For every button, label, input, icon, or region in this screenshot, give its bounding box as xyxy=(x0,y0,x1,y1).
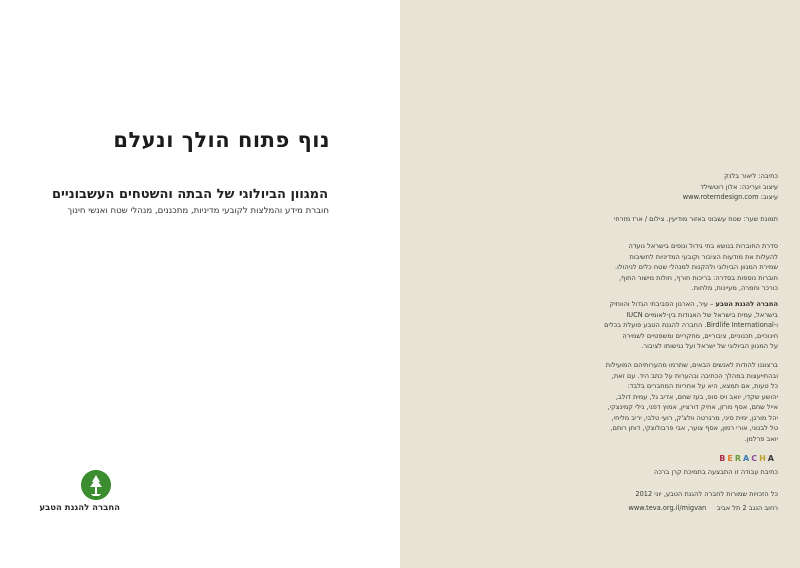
thanks-line: יואב פרלמן. xyxy=(744,434,778,443)
series-line: שמירת המגוון הביולוגי ולהקנות למנהלי שטח כלים לניהולו. xyxy=(614,263,778,271)
thanks-line: ברצוננו להודות לאנשים הבאים, שתרמו מהערותיהם המועילות xyxy=(605,361,778,369)
spni-line: על המגוון הביולוגי של ישראל ועל נגישותו לציבור. xyxy=(641,342,778,350)
right-page xyxy=(400,0,800,568)
credits-block xyxy=(438,171,778,203)
page-title: נוף פתוח הולך ונעלם xyxy=(113,128,330,152)
address-line xyxy=(438,503,778,514)
foundation-note: כתיבת עבודה זו התבצעה בתמיכת קרן ברכה xyxy=(654,468,778,476)
series-line: חוברות נוספות בסדרה: בריכות חורף, חולות מישור החוף, xyxy=(619,273,778,282)
berachah-letter: R xyxy=(734,454,744,463)
series-line: להעלות את מודעות הציבור וקובעי המדיניות לחשיבות xyxy=(629,252,778,261)
berachah-letter: A xyxy=(743,454,752,463)
page-description: חוברת מידע והמלצות לקובעי מדיניות, מתכננים, מנהלי שטח ואנשי חינוך xyxy=(67,206,329,216)
address-text: רחוב הנגב 2 תל אביב xyxy=(716,504,778,512)
cover-credit: תמונת שער: שטח עשבוני באזור מודיעין. צילום / ארז מזרחי xyxy=(613,215,778,223)
designer-credit xyxy=(438,192,778,203)
designer-url[interactable]: www.roterndesign.com xyxy=(682,193,759,201)
page-subtitle: המגוון הביולוגי של הבתה והשטחים העשבוניים xyxy=(52,187,328,202)
berachah-letter: H xyxy=(759,454,768,463)
thanks-line: ובהתייעצות במהלך הכתיבה ובהערות על כתב היד. עם זאת, xyxy=(611,371,778,380)
thanks-line: יהל מורגן, ימית סיני, מרגרטה וולצ'ק, רועי טלבי, יריב מליחי, xyxy=(611,413,778,422)
tree-icon xyxy=(81,470,111,500)
spni-name: החברה להגנת הטבע xyxy=(715,300,778,308)
berachah-letter: C xyxy=(751,454,760,463)
spni-line1-rest: – עיר, הארגון הסביבתי הגדול והוותיק xyxy=(609,300,714,308)
spni-line: ו-Birdlife International. החברה להגנת הטבע פועלת בכלים xyxy=(604,321,778,329)
berachah-logo xyxy=(719,454,776,463)
design-credit: עיצוב ועריכה: אלון רוטשילד xyxy=(700,182,778,191)
thanks-line: אייל שחם, אסף מרזן, אחיק דורציין, אמוץ דפני, גילי קמינצקי, xyxy=(607,403,778,411)
spni-paragraph xyxy=(438,299,778,352)
spni-logo xyxy=(39,470,120,513)
series-line: סדרת החוברות בנושא בתי גידול ונופים בישראל נועדה xyxy=(628,242,778,250)
thanks-line: טל לבנוני, אורי רמון, אסף צוער, אבי פרבולוצקי, דותן רותם, xyxy=(610,424,778,432)
thanks-line: כל טעות, אם תמצא, היא על אחריות המחברים בלבד: xyxy=(627,382,778,390)
copyright-note: כל הזכויות שמורות לחברה להגנת הטבע, יוני 2012 xyxy=(635,490,778,498)
berachah-letter: E xyxy=(727,454,735,463)
writer-credit: כתיבה: ליאור בלנק xyxy=(724,172,778,180)
spni-line xyxy=(438,299,778,310)
spni-line: חינוכיים, תכנוניים, ציבוריים, מחקריים ומשפטיים לשמירה xyxy=(622,331,778,340)
series-line: כורכר וחמרה, מעיינות, מלחות. xyxy=(691,284,778,292)
logo-text: החברה להגנת הטבע xyxy=(39,503,120,513)
designer-label: עיצוב: xyxy=(760,193,778,201)
thanks-paragraph xyxy=(438,360,778,444)
spni-line: בישראל, עמית בישראל של האגודות בין-לאומיים IUCN xyxy=(626,310,778,319)
berachah-letter: A xyxy=(767,454,776,463)
thanks-line: יהושע שקדי, יואב ויס סופ, בעז שחם, אדיב גל, עמית דולב, xyxy=(615,392,778,401)
address-url[interactable]: www.teva.org.il/migvan xyxy=(628,504,707,512)
series-paragraph xyxy=(438,241,778,294)
berachah-letter: B xyxy=(719,454,728,463)
